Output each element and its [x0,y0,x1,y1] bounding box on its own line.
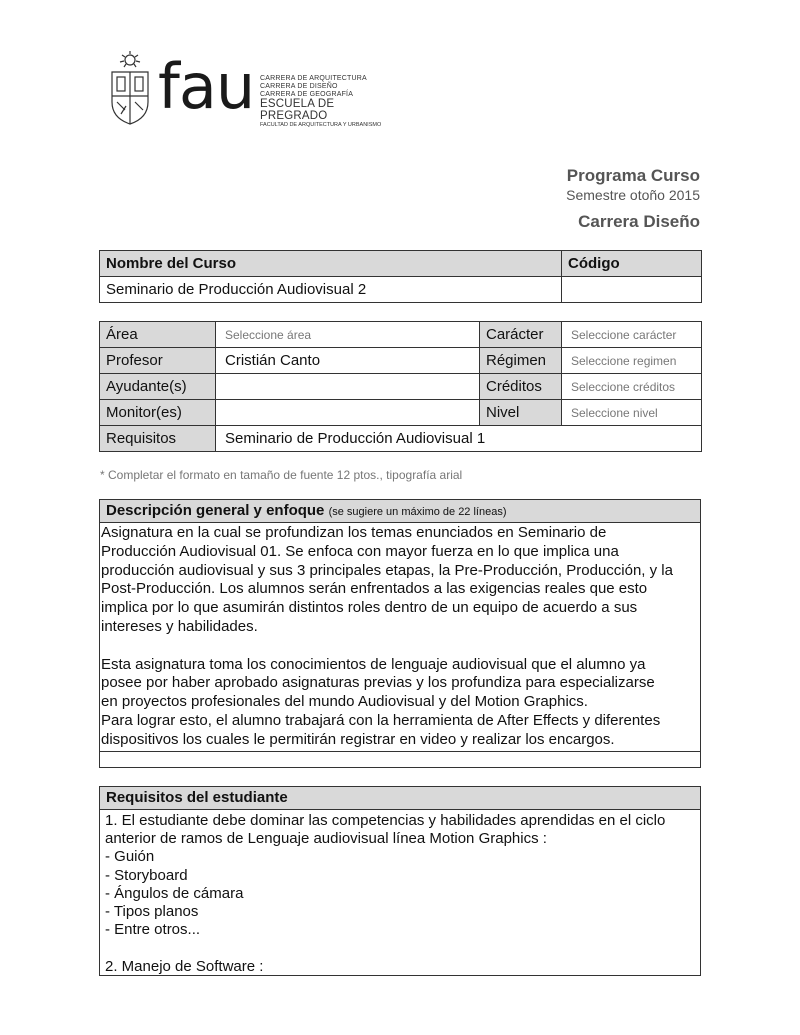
logo-line: CARRERA DE DISEÑO [260,83,338,90]
requisitos-label: Requisitos [100,426,216,452]
description-header [100,500,700,523]
regimen-select[interactable]: Seleccione regimen [562,348,702,374]
requisitos-field[interactable]: Seminario de Producción Audiovisual 1 [216,426,702,452]
description-hint: (se sugiere un máximo de 22 líneas) [328,506,507,518]
ayudante-field[interactable] [216,374,480,400]
profesor-field[interactable]: Cristián Canto [216,348,480,374]
logo-line: CARRERA DE ARQUITECTURA [260,75,367,82]
monitor-field[interactable] [216,400,480,426]
creditos-select[interactable]: Seleccione créditos [562,374,702,400]
area-select[interactable]: Seleccione área [216,322,480,348]
ayudante-label: Ayudante(s) [100,374,216,400]
course-name-header: Nombre del Curso [100,251,562,277]
details-table [99,321,702,452]
course-code-field[interactable] [562,277,702,303]
monitor-label: Monitor(es) [100,400,216,426]
program-title: Programa Curso [566,166,700,185]
format-note: * Completar el formato en tamaño de fuente 12 ptos., tipografía arial [100,468,463,482]
career-title: Carrera Diseño [578,212,700,231]
requirements-text[interactable]: 1. El estudiante debe dominar las competencias y habilidades aprendidas en el ciclo anterior de ramos de Lenguaje audiovisual línea Motion Graphics : - Guión - Storyboard - Ángulos de cámara - Tipos planos - Entre otros... 2. Manejo de Software : [105,812,666,975]
logo-line: CARRERA DE GEOGRAFÍA [260,91,354,98]
course-table [99,250,702,303]
course-code-header: Código [562,251,702,277]
requirements-title: Requisitos del estudiante [100,787,700,810]
regimen-label: Régimen [480,348,562,374]
profesor-label: Profesor [100,348,216,374]
description-section [99,499,701,768]
description-text[interactable]: Asignatura en la cual se profundizan los temas enunciados en Seminario de Producción Audiovisual 01. Se enfoca con mayor fuerza en lo que implica una producción audiovisual y sus 3 principales etapas, la Pre-Producción, Producción, y la Post-Producción. Los alumnos serán enfrentados a las exigencias reales que esto implica por lo que asumirán distintos roles dentro de un equipo de acuerdo a sus intereses y habilidades. Esta asignatura toma los conocimientos de lenguaje audiovisual que el alumno ya posee por haber aprobado asignaturas previas y los profundiza para especializarse en proyectos profesionales del mundo Audiovisual y del Motion Graphics. Para lograr esto, el alumno trabajará con la herramienta de After Effects y diferentes dispositivos los cuales le permitirán registrar en video y realizar los encargos. [101,524,673,748]
fau-logo [108,50,398,130]
logo-school: ESCUELA DE PREGRADO [260,98,335,122]
creditos-label: Créditos [480,374,562,400]
logo-text [260,75,398,129]
nivel-select[interactable]: Seleccione nivel [562,400,702,426]
area-label: Área [100,322,216,348]
logo-faculty: FACULTAD DE ARQUITECTURA Y URBANISMO [260,122,382,128]
nivel-label: Nivel [480,400,562,426]
description-title: Descripción general y enfoque [106,502,325,519]
semester-label: Semestre otoño 2015 [566,187,700,203]
university-seal-icon [108,50,152,126]
description-divider [100,751,700,752]
fau-wordmark: fau [158,50,255,123]
course-name-field[interactable]: Seminario de Producción Audiovisual 2 [100,277,562,303]
caracter-label: Carácter [480,322,562,348]
requirements-section [99,786,701,976]
caracter-select[interactable]: Seleccione carácter [562,322,702,348]
